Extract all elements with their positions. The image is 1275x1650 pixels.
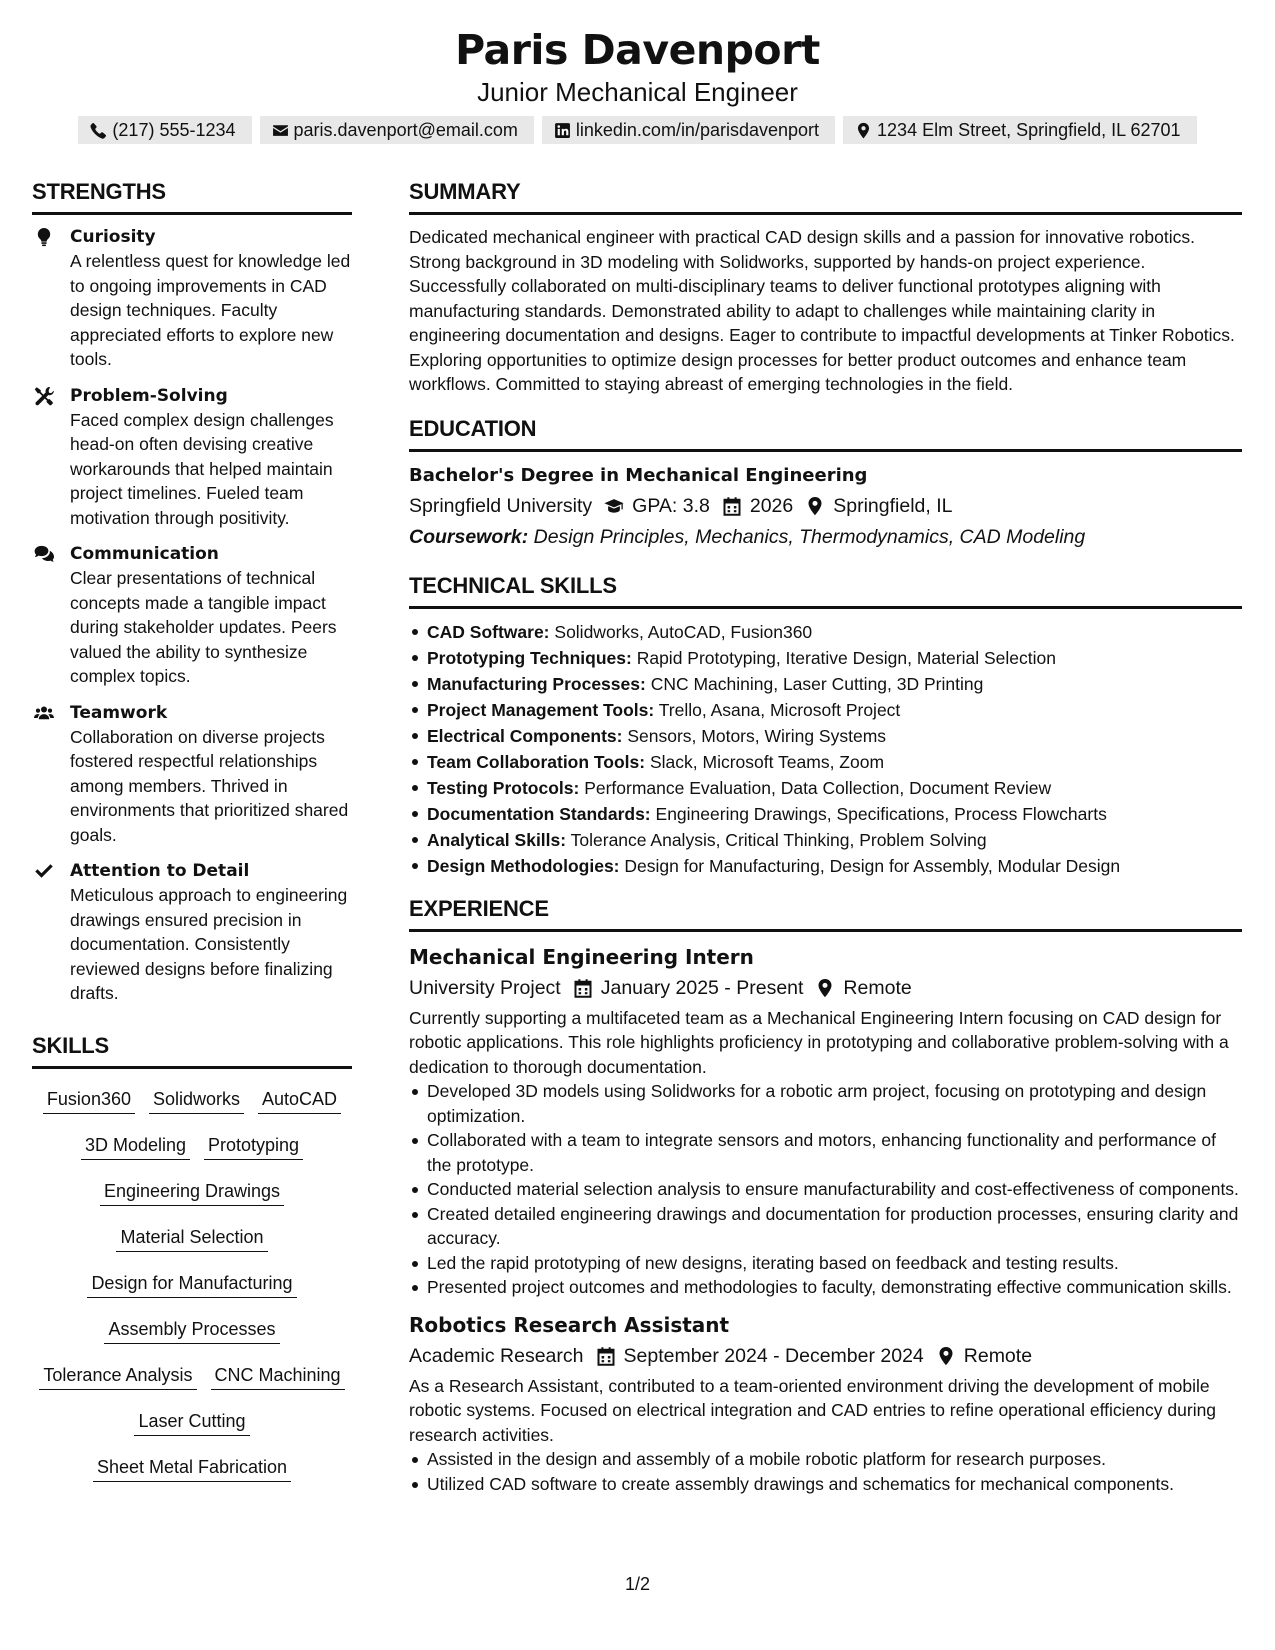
contact-bar: [0, 116, 1275, 144]
strength-name: Teamwork: [70, 702, 168, 723]
job-bullets: [409, 1447, 1242, 1496]
education-meta: [409, 490, 1242, 522]
skill-label: Design Methodologies:: [427, 855, 620, 876]
envelope-icon: [272, 122, 289, 139]
list-item: Utilized CAD software to create assembly drawings and schematics for mechanical components.: [409, 1472, 1242, 1497]
list-item: [409, 619, 1242, 645]
strength-desc: A relentless quest for knowledge led to ongoing improvements in CAD design techniques. Faculty appreciated efforts to explore new tools.: [70, 251, 351, 369]
job-org: Academic Research: [409, 1344, 584, 1367]
map-marker-icon: [936, 1346, 956, 1366]
skill-label: Electrical Components:: [427, 725, 623, 746]
map-marker-icon: [805, 496, 825, 516]
skill-value: Slack, Microsoft Teams, Zoom: [649, 751, 885, 772]
tools-icon: [34, 386, 54, 406]
education-heading: EDUCATION: [409, 415, 1242, 452]
skill-tag: Prototyping: [204, 1131, 303, 1160]
skill-label: Testing Protocols:: [427, 777, 580, 798]
skill-tag: Assembly Processes: [104, 1315, 279, 1344]
job-description: Currently supporting a multifaceted team as a Mechanical Engineering Intern focusing on CAD design for robotic applications. This role highlights proficiency in prototyping and collaborative problem-solving with a dedication to thorough documentation.: [409, 1007, 1229, 1077]
strength-name: Communication: [70, 544, 219, 564]
email-text: paris.davenport@email.com: [293, 120, 518, 140]
job-role: Mechanical Engineering Intern: [409, 944, 754, 969]
strength-desc: Meticulous approach to engineering drawings ensured precision in documentation. Consistently reviewed designs before finalizing drafts.: [70, 885, 348, 1003]
technical-skills-heading: TECHNICAL SKILLS: [409, 572, 1242, 609]
candidate-title: Junior Mechanical Engineer: [477, 77, 798, 107]
list-item: [409, 723, 1242, 749]
strength-desc: Clear presentations of technical concepts made a tangible impact during stakeholder updates. Peers valued the ability to synthesize complex topics.: [70, 568, 337, 686]
strength-item: [32, 859, 352, 1006]
linkedin-chip[interactable]: [542, 116, 835, 144]
job-location: Remote: [963, 1344, 1033, 1367]
degree-name: Bachelor's Degree in Mechanical Engineering: [409, 464, 868, 486]
address-chip[interactable]: [843, 116, 1197, 144]
strength-item: [32, 701, 352, 848]
calendar-icon: [573, 978, 593, 998]
experience-entry: [409, 1310, 1242, 1497]
linkedin-icon: [554, 122, 571, 139]
users-icon: [34, 703, 54, 723]
skill-label: Team Collaboration Tools:: [427, 751, 646, 772]
skill-value: Trello, Asana, Microsoft Project: [658, 699, 901, 720]
phone-text: (217) 555-1234: [112, 120, 236, 140]
skill-tag: Engineering Drawings: [100, 1177, 284, 1206]
list-item: [409, 749, 1242, 775]
left-column: [32, 178, 352, 1499]
coursework-text: Design Principles, Mechanics, Thermodynamics, CAD Modeling: [533, 525, 1086, 548]
linkedin-text: linkedin.com/in/parisdavenport: [575, 120, 820, 140]
skill-label: Manufacturing Processes:: [427, 673, 646, 694]
skill-tag: Tolerance Analysis: [39, 1361, 196, 1390]
list-item: [409, 671, 1242, 697]
skill-label: Analytical Skills:: [427, 829, 567, 850]
list-item: [409, 645, 1242, 671]
skill-label: Project Management Tools:: [427, 699, 655, 720]
skill-tag: Sheet Metal Fabrication: [93, 1453, 291, 1482]
list-item: [409, 853, 1242, 879]
job-location: Remote: [843, 976, 912, 999]
strength-name: Problem-Solving: [70, 385, 228, 406]
strengths-heading: STRENGTHS: [32, 178, 352, 215]
skill-tag: CNC Machining: [211, 1361, 345, 1390]
school-name: Springfield University: [409, 494, 593, 517]
job-org: University Project: [409, 976, 561, 999]
skill-value: Sensors, Motors, Wiring Systems: [627, 725, 887, 746]
graduation-year: 2026: [749, 494, 794, 517]
job-dates: September 2024 - December 2024: [623, 1344, 924, 1367]
skill-value: Tolerance Analysis, Critical Thinking, Problem Solving: [570, 829, 987, 850]
skill-value: Engineering Drawings, Specifications, Process Flowcharts: [655, 803, 1107, 824]
list-item: Created detailed engineering drawings and documentation for production processes, ensuring clarity and accuracy.: [409, 1202, 1242, 1251]
list-item: Conducted material selection analysis to ensure manufacturability and cost-effectiveness of components.: [409, 1177, 1242, 1202]
skills-tag-cloud: [32, 1079, 352, 1499]
list-item: Presented project outcomes and methodologies to faculty, demonstrating effective communication skills.: [409, 1275, 1242, 1300]
skill-tag: Fusion360: [43, 1085, 135, 1114]
graduation-cap-icon: [604, 496, 624, 516]
list-item: Collaborated with a team to integrate sensors and motors, enhancing functionality and performance of the prototype.: [409, 1128, 1242, 1177]
school-location: Springfield, IL: [833, 494, 953, 517]
list-item: [409, 775, 1242, 801]
skill-tag: 3D Modeling: [81, 1131, 190, 1160]
skill-tag: Laser Cutting: [134, 1407, 249, 1436]
experience-heading: EXPERIENCE: [409, 895, 1242, 932]
skill-label: Documentation Standards:: [427, 803, 651, 824]
skill-label: CAD Software:: [427, 621, 550, 642]
skill-value: CNC Machining, Laser Cutting, 3D Printing: [650, 673, 984, 694]
list-item: [409, 827, 1242, 853]
strength-desc: Faced complex design challenges head-on often devising creative workarounds that helped maintain project timelines. Fueled team motivation through positivity.: [70, 409, 334, 528]
job-dates: January 2025 - Present: [600, 976, 804, 999]
list-item: Developed 3D models using Solidworks for a robotic arm project, focusing on prototyping and design optimization.: [409, 1079, 1242, 1128]
strength-item: [32, 542, 352, 689]
gpa-text: GPA: 3.8: [632, 494, 710, 517]
address-text: 1234 Elm Street, Springfield, IL 62701: [877, 120, 1181, 140]
check-icon: [34, 861, 54, 881]
strength-item: [32, 384, 352, 531]
right-column: [409, 178, 1242, 1496]
strength-item: [32, 225, 352, 372]
strength-name: Attention to Detail: [70, 861, 250, 881]
email-chip[interactable]: [260, 116, 534, 144]
coursework-line: [409, 522, 1242, 552]
strength-name: Curiosity: [70, 227, 156, 247]
skill-tag: AutoCAD: [258, 1085, 341, 1114]
page-number: 1/2: [624, 1574, 651, 1594]
list-item: [409, 697, 1242, 723]
job-bullets: [409, 1079, 1242, 1300]
skill-label: Prototyping Techniques:: [427, 647, 632, 668]
candidate-name: Paris Davenport: [455, 26, 820, 74]
job-description: As a Research Assistant, contributed to a team-oriented environment driving the development of mobile robotic systems. Focused on electrical integration and CAD entries to refine operational efficiency during research activities.: [409, 1375, 1217, 1445]
list-item: Led the rapid prototyping of new designs, iterating based on feedback and testing results.: [409, 1251, 1242, 1276]
skill-tag: Solidworks: [149, 1085, 244, 1114]
summary-text: Dedicated mechanical engineer with practical CAD design skills and a passion for innovative robotics. Strong background in 3D modeling with Solidworks, supported by hands-on project experience. Successfully collaborated on multi-disciplinary teams to deliver functional prototypes aligning with manufacturing standards. Demonstrated ability to adapt to challenges while maintaining clarity in engineering documentation and designs. Eager to contribute to impactful developments at Tinker Robotics. Exploring opportunities to optimize design processes for better product outcomes and enhance team workflows. Committed to staying abreast of emerging technologies in the field.: [409, 227, 1235, 394]
experience-entry: [409, 942, 1242, 1300]
job-role: Robotics Research Assistant: [409, 1312, 730, 1337]
summary-heading: SUMMARY: [409, 178, 1242, 215]
list-item: Assisted in the design and assembly of a mobile robotic platform for research purposes.: [409, 1447, 1242, 1472]
strength-desc: Collaboration on diverse projects fostered respectful relationships among members. Thrived in environments that prioritized shared goals.: [70, 726, 349, 845]
list-item: [409, 801, 1242, 827]
skill-value: Rapid Prototyping, Iterative Design, Material Selection: [636, 647, 1056, 668]
map-marker-icon: [855, 122, 872, 139]
phone-chip[interactable]: [78, 116, 251, 144]
skills-heading: SKILLS: [32, 1032, 352, 1069]
resume-header: [0, 24, 1275, 144]
job-meta: [409, 972, 1242, 1004]
skill-value: Design for Manufacturing, Design for Assembly, Modular Design: [624, 855, 1121, 876]
skill-tag: Design for Manufacturing: [87, 1269, 296, 1298]
technical-skills-list: [409, 619, 1242, 879]
calendar-icon: [596, 1346, 616, 1366]
map-marker-icon: [815, 978, 835, 998]
lightbulb-icon: [34, 227, 54, 247]
phone-icon: [90, 122, 107, 139]
job-meta: [409, 1340, 1242, 1372]
coursework-label: Coursework:: [409, 525, 529, 548]
skill-value: Performance Evaluation, Data Collection, Document Review: [584, 777, 1052, 798]
comments-icon: [34, 544, 54, 564]
skill-tag: Material Selection: [116, 1223, 267, 1252]
skill-value: Solidworks, AutoCAD, Fusion360: [554, 621, 813, 642]
calendar-icon: [722, 496, 742, 516]
